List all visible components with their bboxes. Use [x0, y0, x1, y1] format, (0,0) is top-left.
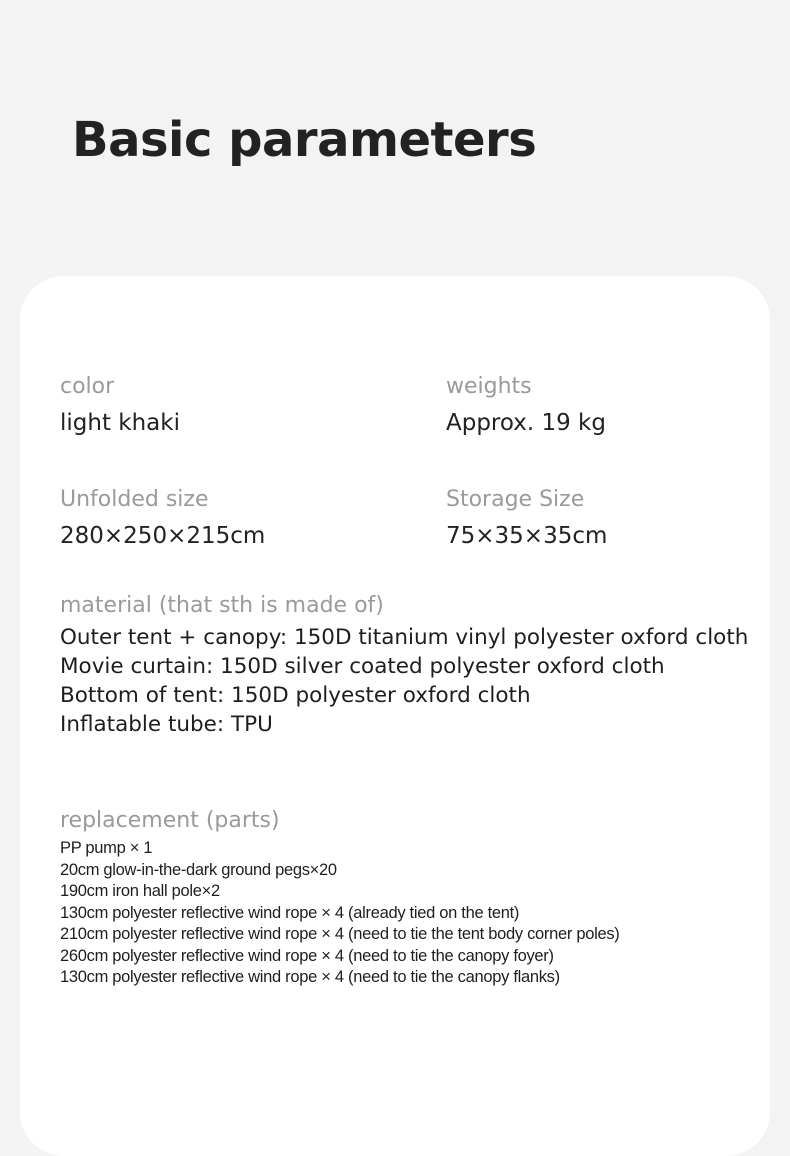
storage-size-field	[446, 485, 607, 553]
storage-size-label: Storage Size	[446, 487, 585, 512]
page-title: Basic parameters	[72, 112, 537, 168]
part-line: 260cm polyester reflective wind rope × 4 (need to tie the canopy foyer)	[60, 946, 554, 965]
material-label: material (that sth is made of)	[60, 593, 384, 618]
color-label: color	[60, 374, 115, 399]
weights-value: Approx. 19 kg	[446, 410, 606, 436]
material-list	[60, 623, 748, 739]
part-line: 190cm iron hall pole×2	[60, 882, 220, 900]
material-section	[60, 591, 748, 739]
material-line: Bottom of tent: 150D polyester oxford cloth	[60, 683, 531, 708]
weights-field	[446, 372, 606, 440]
part-line: 210cm polyester reflective wind rope × 4 (need to tie the tent body corner poles)	[60, 925, 620, 943]
material-line: Movie curtain: 150D silver coated polyester oxford cloth	[60, 654, 665, 679]
unfolded-size-value: 280×250×215cm	[60, 523, 266, 549]
part-line: PP pump × 1	[60, 839, 153, 857]
color-field	[60, 372, 180, 440]
unfolded-size-field	[60, 485, 265, 553]
parameters-card	[20, 276, 770, 1156]
material-line: Inflatable tube: TPU	[60, 712, 273, 737]
storage-size-value: 75×35×35cm	[446, 523, 608, 549]
replacement-list	[60, 838, 620, 989]
part-line: 130cm polyester reflective wind rope × 4 (already tied on the tent)	[60, 903, 520, 922]
unfolded-size-label: Unfolded size	[60, 487, 209, 512]
part-line: 20cm glow-in-the-dark ground pegs×20	[60, 860, 337, 879]
part-line: 130cm polyester reflective wind rope × 4 (need to tie the canopy flanks)	[60, 968, 560, 986]
replacement-label: replacement (parts)	[60, 808, 280, 833]
weights-label: weights	[446, 374, 532, 399]
material-line: Outer tent + canopy: 150D titanium vinyl polyester oxford cloth	[60, 625, 749, 650]
color-value: light khaki	[60, 410, 180, 436]
replacement-section	[60, 806, 620, 989]
